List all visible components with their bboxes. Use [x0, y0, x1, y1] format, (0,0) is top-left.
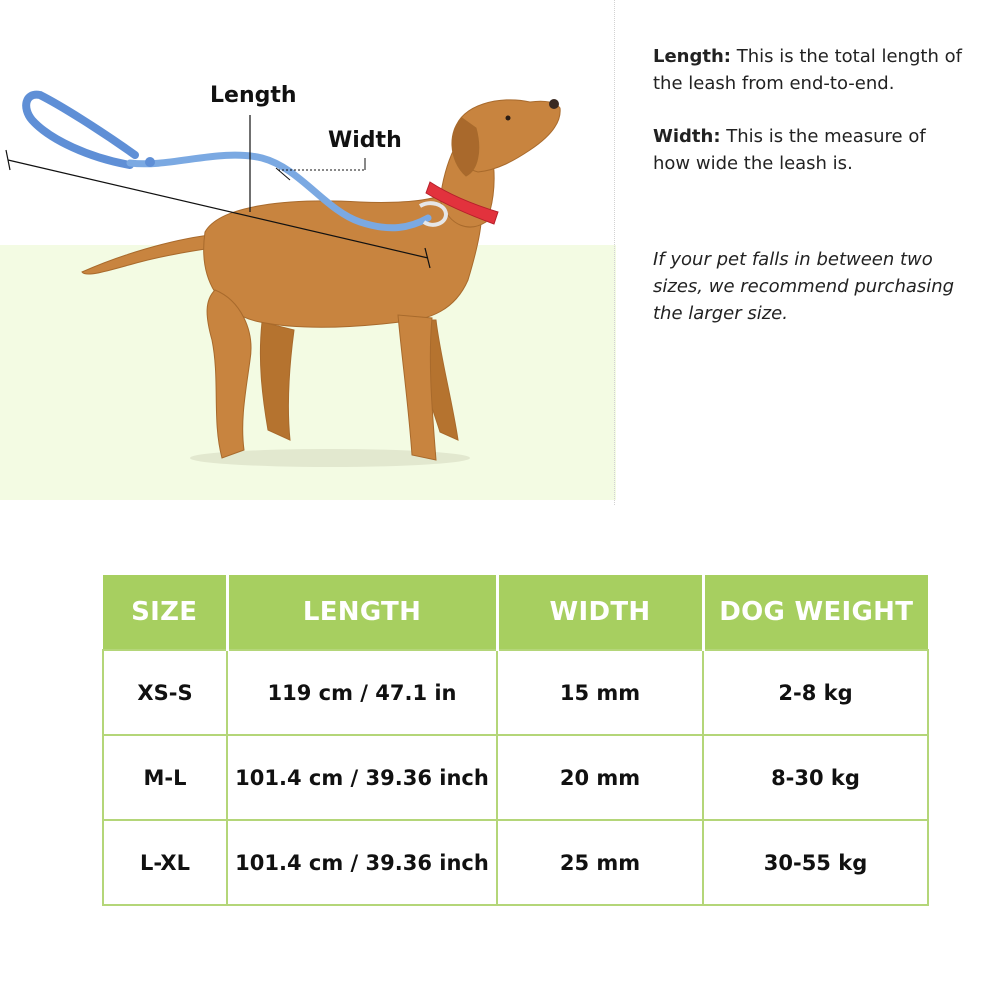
table-header-row: [103, 575, 928, 650]
width-description: This is the measure of how wide the leash is.: [653, 126, 926, 174]
cell-size: L-XL: [103, 820, 227, 905]
width-term: Width:: [653, 126, 721, 147]
length-term: Length:: [653, 46, 731, 67]
header-length: LENGTH: [227, 575, 497, 650]
cell-width: 25 mm: [497, 820, 703, 905]
cell-size: M-L: [103, 735, 227, 820]
leash-ring: [145, 157, 155, 167]
length-definition: [653, 43, 963, 97]
cell-dog-weight: 8-30 kg: [703, 735, 928, 820]
dog-eye: [506, 116, 511, 121]
cell-length: 101.4 cm / 39.36 inch: [227, 820, 497, 905]
dog-leash-illustration: [0, 0, 616, 500]
dog-nose: [549, 99, 559, 109]
section-divider: [614, 0, 615, 505]
table-row: [103, 650, 928, 735]
cell-length: 101.4 cm / 39.36 inch: [227, 735, 497, 820]
header-size: SIZE: [103, 575, 227, 650]
width-definition: [653, 123, 963, 177]
cell-width: 15 mm: [497, 650, 703, 735]
cell-dog-weight: 2-8 kg: [703, 650, 928, 735]
sizing-note: If your pet falls in between two sizes, we recommend purchasing the larger size.: [653, 249, 955, 324]
header-width: WIDTH: [497, 575, 703, 650]
cell-length: 119 cm / 47.1 in: [227, 650, 497, 735]
cell-width: 20 mm: [497, 735, 703, 820]
header-dog-weight: DOG WEIGHT: [703, 575, 928, 650]
length-description: This is the total length of the leash from end-to-end.: [653, 46, 962, 94]
table-row: [103, 735, 928, 820]
length-callout-label: Length: [210, 83, 297, 108]
cell-dog-weight: 30-55 kg: [703, 820, 928, 905]
cell-size: XS-S: [103, 650, 227, 735]
table-row: [103, 820, 928, 905]
size-chart-table: [102, 575, 929, 906]
width-callout-label: Width: [328, 128, 402, 153]
